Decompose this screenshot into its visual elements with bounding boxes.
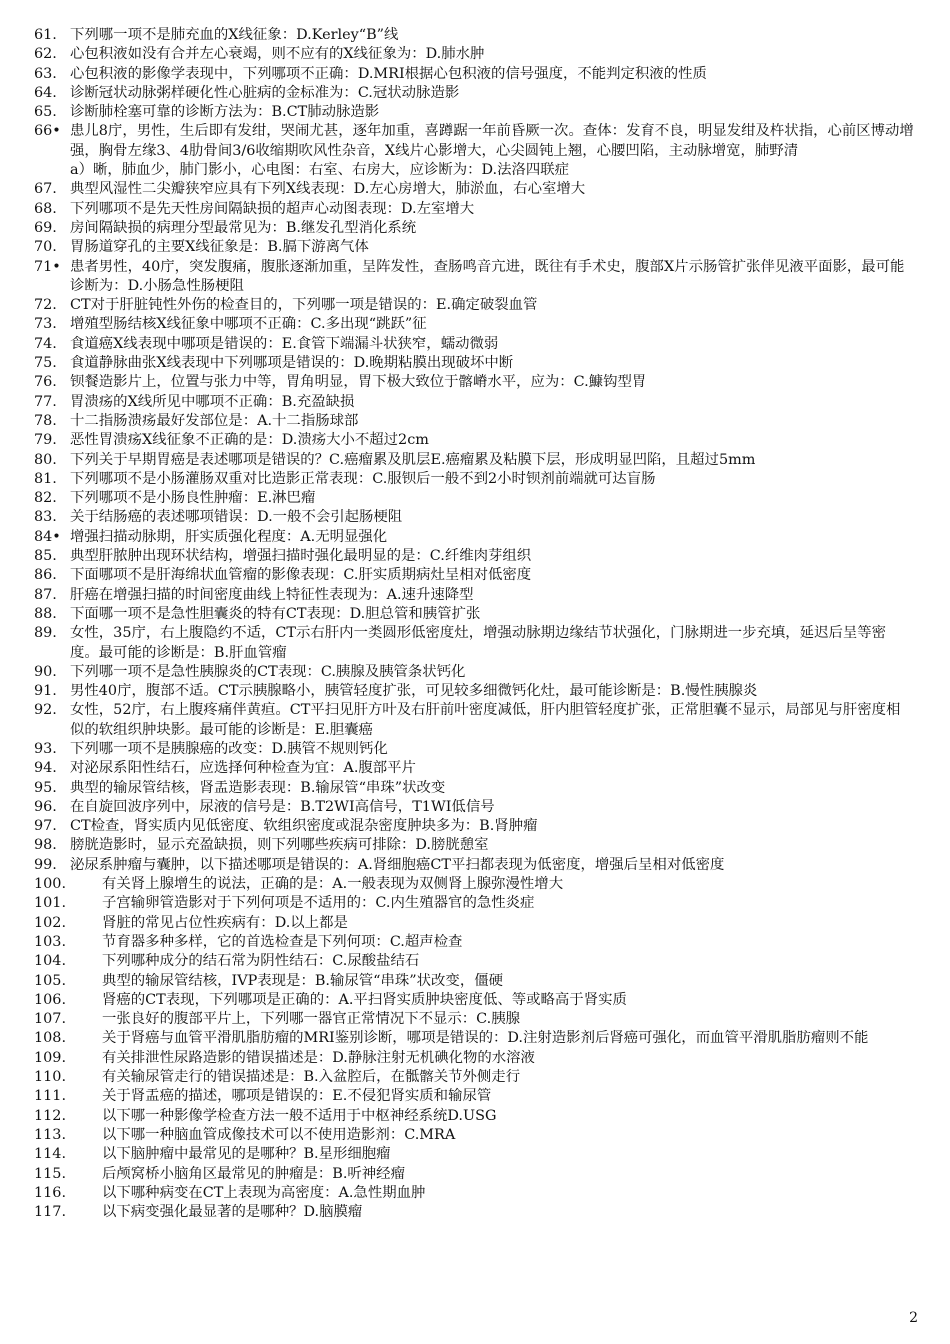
- list-item: [34, 547, 914, 566]
- list-item: [34, 412, 914, 431]
- list-item: [34, 65, 914, 84]
- list-item: [34, 1010, 914, 1029]
- item-number: 75.: [34, 355, 57, 372]
- list-item: [34, 1184, 914, 1203]
- list-item: [34, 258, 914, 297]
- list-item: [34, 914, 914, 933]
- item-number: 79.: [34, 432, 57, 449]
- item-text: 下列哪一项不是急性胰腺炎的CT表现：C.胰腺及胰管条状钙化: [70, 663, 466, 680]
- item-number: 85.: [34, 548, 57, 565]
- item-text: 十二指肠溃疡最好发部位是：A.十二指肠球部: [70, 412, 359, 429]
- list-item: [34, 45, 914, 64]
- item-text: 下列哪一项不是肺充血的X线征象：D.Kerley“B”线: [70, 27, 399, 43]
- item-text: 食道静脉曲张X线表现中下列哪项是错误的：D.晚期粘膜出现破坏中断: [70, 355, 514, 372]
- list-item: [34, 952, 914, 971]
- list-item: [34, 528, 914, 547]
- list-item: [34, 489, 914, 508]
- item-text: 典型风湿性二尖瓣狭窄应具有下列X线表现：D.左心房增大，肺淤血，右心室增大: [70, 181, 586, 198]
- item-text: 恶性胃溃疡X线征象不正确的是：D.溃疡大小不超过2cm: [70, 432, 429, 449]
- list-item: [34, 1049, 914, 1068]
- document-page: [34, 26, 914, 1222]
- page-number: 2: [909, 1310, 918, 1326]
- item-number: 111.: [34, 1088, 67, 1105]
- list-item: [34, 354, 914, 373]
- list-item: [34, 470, 914, 489]
- item-text: 膀胱造影时，显示充盈缺损，则下列哪些疾病可排除：D.膀胱憩室: [70, 837, 489, 854]
- list-item: [34, 740, 914, 759]
- item-number: 83.: [34, 509, 57, 526]
- item-number: 86.: [34, 567, 57, 584]
- list-item: [34, 566, 914, 585]
- item-text: 泌尿系肿瘤与囊肿，以下描述哪项是错误的：A.肾细胞癌CT平扫都表现为低密度，增强后呈相对低密度: [70, 856, 725, 873]
- list-item: [34, 663, 914, 682]
- item-number: 88.: [34, 605, 57, 622]
- item-text: 食道癌X线表现中哪项是错误的：E.食管下端漏斗状狭窄，蠕动微弱: [70, 335, 499, 352]
- item-number: 84•: [34, 528, 61, 545]
- item-text: 下列关于早期胃癌是表述哪项是错误的？C.癌瘤累及肌层E.癌瘤累及粘膜下层，形成明显凹陷，且超过5mm: [70, 451, 756, 468]
- list-item: [34, 122, 914, 161]
- item-number: 73.: [34, 316, 57, 333]
- list-item: [34, 836, 914, 855]
- list-item: [34, 26, 914, 45]
- item-number: 78.: [34, 412, 57, 429]
- item-text: 对泌尿系阳性结石，应选择何种检查为宜：A.腹部平片: [70, 760, 416, 777]
- item-text: 下列哪项不是小肠良性肿瘤：E.淋巴瘤: [70, 490, 316, 507]
- item-text: 患者男性，40庁，突发腹痛，腹胀逐渐加重，呈阵发性，查肠鸣音亢进，既往有手术史，腹部X片示肠管扩张伴见液平面影，最可能诊断为：D.小肠急性肠梗阻: [70, 258, 905, 294]
- item-number: 90.: [34, 663, 57, 680]
- item-text: 肝癌在增强扫描的时间密度曲线上特征性表现为：A.速升速降型: [70, 586, 474, 603]
- item-number: 67.: [34, 181, 57, 198]
- item-text: 下列哪项不是先天性房间隔缺损的超声心动图表现：D.左室增大: [70, 200, 475, 217]
- item-text: 子宫输卵管造影对于下列何项是不适用的：C.内生殖器官的急性炎症: [102, 895, 535, 912]
- item-number: 99.: [34, 856, 57, 873]
- item-text: 增强扫描动脉期，肝实质强化程度：A.无明显强化: [70, 528, 388, 545]
- item-text: 女性，35庁，右上腹隐约不适，CT示右肝内一类圆形低密度灶，增强动脉期边缘结节状强化，门脉期进一步充填，延迟后呈等密度。最可能的诊断是：B.肝血管瘤: [70, 625, 887, 661]
- item-text: 下面哪项不是肝海绵状血管瘤的影像表现：C.肝实质期病灶呈相对低密度: [70, 567, 532, 584]
- list-item: [34, 779, 914, 798]
- item-number: 107.: [34, 1011, 67, 1028]
- item-text: 节育器多种多样，它的首选检查是下列何项：C.超声检查: [102, 933, 463, 950]
- item-number: 89.: [34, 625, 57, 642]
- item-text: 肾脏的常见占位性疾病有：D.以上都是: [102, 914, 348, 931]
- item-text: 下面哪一项不是急性胆囊炎的特有CT表现：D.胆总管和胰管扩张: [70, 605, 481, 622]
- item-text: 下列哪项不是小肠灌肠双重对比造影正常表现：C.服钡后一般不到2小时钡剂前端就可达盲肠: [70, 470, 656, 487]
- item-text: 钡餐造影片上，位置与张力中等，胃角明显，胃下极大致位于髂嵴水平，应为：C.鱇钩型胃: [70, 374, 647, 391]
- item-number: 66•: [34, 123, 61, 140]
- list-item: [34, 875, 914, 894]
- item-number: 64.: [34, 84, 57, 101]
- item-number: 68.: [34, 200, 57, 217]
- list-item: [34, 972, 914, 991]
- item-text: 男性40庁，腹部不适。CT示胰腺略小，胰管轻度扩张，可见较多细微钙化灶，最可能诊断是：B.慢性胰腺炎: [70, 683, 758, 700]
- item-text: 关于结肠癌的表述哪项错误：D.一般不会引起肠梗阻: [70, 509, 403, 526]
- list-item: [34, 1029, 914, 1048]
- item-number: 95.: [34, 779, 57, 796]
- list-item: [34, 335, 914, 354]
- item-number: 69.: [34, 219, 57, 236]
- item-number: 92.: [34, 702, 57, 719]
- list-item: [34, 219, 914, 238]
- item-number: 96.: [34, 798, 57, 815]
- list-item: [34, 1145, 914, 1164]
- item-text: 心包积液如没有合并左心衰竭，则不应有的X线征象为：D.肺水肿: [70, 46, 485, 63]
- list-item: [34, 508, 914, 527]
- list-item: [34, 798, 914, 817]
- item-number: 71•: [34, 258, 61, 275]
- item-text: 下列哪种成分的结石常为阴性结石：C.尿酸盐结石: [102, 953, 420, 970]
- item-text: 胃溃疡的X线所见中哪项不正确：B.充盈缺损: [70, 393, 355, 410]
- item-number: 110.: [34, 1069, 67, 1086]
- item-text: 女性，52庁，右上腹疼痛伴黄疸。CT平扫见肝方叶及右肝前叶密度减低，肝内胆管轻度扩张，正常胆囊不显示，局部见与肝密度相似的软组织肿块影。最可能的诊断是：E.胆囊癌: [70, 702, 901, 738]
- list-item: [34, 991, 914, 1010]
- list-item: [34, 894, 914, 913]
- item-number: 94.: [34, 760, 57, 777]
- item-text: CT对于肝脏钝性外伤的检查目的，下列哪一项是错误的：E.确定破裂血管: [70, 297, 538, 314]
- item-text: 以下脑肿瘤中最常见的是哪种？B.星形细胞瘤: [102, 1146, 391, 1163]
- item-number: 114.: [34, 1146, 67, 1163]
- item-text: 增殖型肠结核X线征象中哪项不正确：C.多出现“跳跃”征: [70, 316, 427, 333]
- item-number: 91.: [34, 683, 57, 700]
- item-text: 以下哪一种脑血管成像技术可以不使用造影剂：C.MRA: [102, 1126, 456, 1143]
- item-text: 以下哪一种影像学检查方法一般不适用于中枢神经系统D.USG: [102, 1107, 497, 1124]
- item-text: a）晰，肺血少，肺门影小，心电图：右室、右房大，应诊断为：D.法洛四联症: [70, 162, 570, 179]
- list-item: [34, 682, 914, 701]
- item-text: 关于肾癌与血管平滑肌脂肪瘤的MRI鉴别诊断，哪项是错误的：D.注射造影剂后肾癌可强化，而血管平滑肌脂肪瘤则不能: [102, 1030, 869, 1047]
- list-item: [34, 1107, 914, 1126]
- item-number: 98.: [34, 837, 57, 854]
- list-item: [34, 933, 914, 952]
- item-number: 80.: [34, 451, 57, 468]
- item-number: 100.: [34, 876, 67, 893]
- list-item: [34, 1165, 914, 1184]
- list-item: [34, 103, 914, 122]
- item-number: 109.: [34, 1049, 67, 1066]
- list-item: [34, 431, 914, 450]
- item-number: 108.: [34, 1030, 67, 1047]
- item-number: 82.: [34, 490, 57, 507]
- item-number: 93.: [34, 740, 57, 757]
- item-number: 97.: [34, 818, 57, 835]
- item-number: 115.: [34, 1165, 67, 1182]
- list-item: [34, 1087, 914, 1106]
- item-text: 以下病变强化最显著的是哪种？D.脑膜瘤: [102, 1204, 363, 1221]
- item-number: 70.: [34, 239, 57, 256]
- list-item: [34, 84, 914, 103]
- item-number: 105.: [34, 972, 67, 989]
- item-number: 116.: [34, 1184, 67, 1201]
- list-item: [34, 393, 914, 412]
- item-number: 63.: [34, 65, 57, 82]
- list-item: [34, 605, 914, 624]
- item-number: 76.: [34, 374, 57, 391]
- item-number: 87.: [34, 586, 57, 603]
- list-item: [34, 373, 914, 392]
- item-number: 101.: [34, 895, 67, 912]
- item-number: 104.: [34, 953, 67, 970]
- item-text: 诊断冠状动脉粥样硬化性心脏病的金标准为：C.冠状动脉造影: [70, 84, 460, 101]
- list-item: [34, 701, 914, 740]
- item-text: 有关肾上腺增生的说法，正确的是：A.一般表现为双侧肾上腺弥漫性增大: [102, 876, 564, 893]
- item-text: 胃肠道穿孔的主要X线征象是：B.膈下游离气体: [70, 239, 369, 256]
- item-number: 74.: [34, 335, 57, 352]
- item-number: 72.: [34, 297, 57, 314]
- item-text: 在自旋回波序列中，尿液的信号是：B.T2WI高信号，T1WI低信号: [70, 798, 495, 815]
- item-text: 典型的输尿管结核，肾盂造影表现：B.输尿管“串珠”状改变: [70, 779, 446, 796]
- item-text: 心包积液的影像学表现中，下列哪项不正确：D.MRI根据心包积液的信号强度，不能判定积液的性质: [70, 65, 707, 82]
- item-text: 有关输尿管走行的错误描述是：B.入盆腔后，在骶髂关节外侧走行: [102, 1069, 521, 1086]
- item-number: 112.: [34, 1107, 67, 1124]
- item-number: 113.: [34, 1126, 67, 1143]
- list-item: [34, 180, 914, 199]
- item-text: 诊断肺栓塞可靠的诊断方法为：B.CT肺动脉造影: [70, 104, 380, 121]
- item-text: 一张良好的腹部平片上，下列哪一器官正常情况下不显示：C.胰腺: [102, 1011, 521, 1028]
- item-text: 下列哪一项不是胰腺癌的改变：D.胰管不规则钙化: [70, 740, 388, 757]
- item-number: 62.: [34, 46, 57, 63]
- item-text: 典型的输尿管结核，IVP表现是：B.输尿管“串珠”状改变，僵硬: [102, 972, 503, 989]
- item-text: 关于肾盂癌的描述，哪项是错误的：E.不侵犯肾实质和输尿管: [102, 1088, 492, 1105]
- list-item: [34, 315, 914, 334]
- list-item: [34, 200, 914, 219]
- item-number: 117.: [34, 1204, 67, 1221]
- list-item: [34, 451, 914, 470]
- item-text: 有关排泄性尿路造影的错误描述是：D.静脉注射无机碘化物的水溶液: [102, 1049, 535, 1066]
- item-text: 后颅窝桥小脑角区最常见的肿瘤是：B.听神经瘤: [102, 1165, 405, 1182]
- list-item: [34, 586, 914, 605]
- item-text: 以下哪种病变在CT上表现为高密度：A.急性期血肿: [102, 1184, 426, 1201]
- list-item: [34, 624, 914, 663]
- list-item: [34, 817, 914, 836]
- list-item: [34, 759, 914, 778]
- list-item-continuation: [34, 161, 914, 180]
- item-text: 患儿8庁，男性，生后即有发绀，哭闹尤甚，逐年加重，喜蹲踞一年前昏厥一次。查体：发育不良，明显发绀及杵状指，心前区博动增强，胸骨左缘3、4肋骨间3/6收缩期吹风性杂音，X线片心影增大，心尖圆钝上翘，心腰凹陷，主动脉增宽，肺野清: [70, 123, 914, 159]
- list-item: [34, 1126, 914, 1145]
- item-text: 典型肝脓肿出现环状结构，增强扫描时强化最明显的是：C.纤维肉芽组织: [70, 548, 532, 565]
- item-number: 102.: [34, 914, 67, 931]
- item-text: 肾癌的CT表现，下列哪项是正确的：A.平扫肾实质肿块密度低、等或略高于肾实质: [102, 991, 627, 1008]
- item-number: 77.: [34, 393, 57, 410]
- item-text: CT检查，肾实质内见低密度、软组织密度或混杂密度肿块多为：B.肾肿瘤: [70, 818, 538, 835]
- list-item: [34, 1203, 914, 1222]
- item-number: 65.: [34, 104, 57, 121]
- item-number: 103.: [34, 933, 67, 950]
- list-item: [34, 856, 914, 875]
- list-item: [34, 238, 914, 257]
- item-number: 81.: [34, 470, 57, 487]
- list-item: [34, 296, 914, 315]
- item-number: 61.: [34, 27, 57, 43]
- list-item: [34, 1068, 914, 1087]
- item-number: 106.: [34, 991, 67, 1008]
- item-text: 房间隔缺损的病理分型最常见为：B.继发孔型消化系统: [70, 219, 417, 236]
